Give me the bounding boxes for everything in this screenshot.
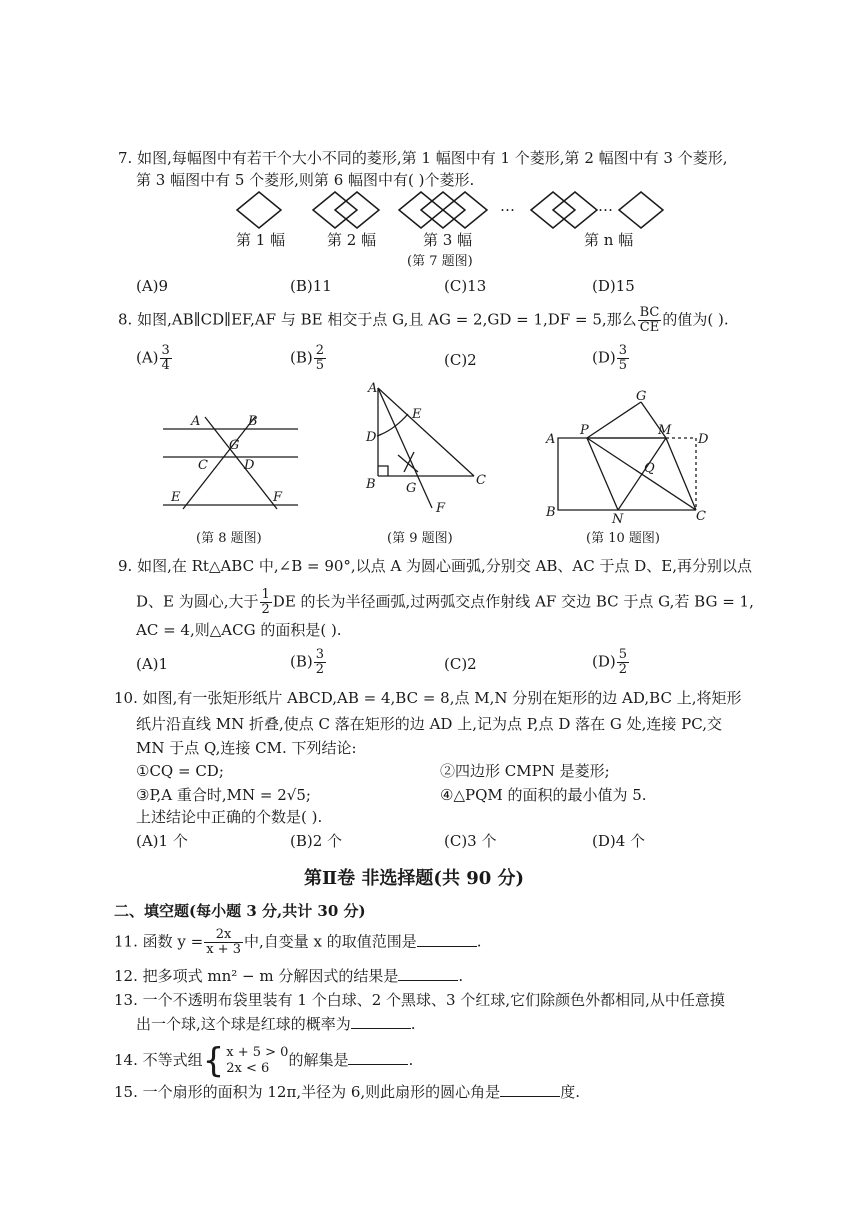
label-g: G (406, 481, 417, 496)
q10-figure-caption: (第 10 题图) (586, 531, 660, 546)
label-f: F (436, 501, 446, 516)
q14-answer-blank[interactable] (348, 1050, 408, 1065)
label-d: D (366, 430, 377, 445)
q9-figure (360, 378, 500, 518)
label-a: A (368, 381, 378, 396)
label-b: B (248, 414, 258, 429)
label-d: D (698, 432, 709, 447)
q10-line3: MN 于点 Q,连接 CM. 下列结论: (136, 739, 357, 757)
q8-figure-caption: (第 8 题图) (196, 531, 262, 546)
line-pg (587, 402, 641, 438)
q9-line3: AC = 4,则△ACG 的面积是( ). (136, 621, 342, 639)
arc-de (377, 414, 408, 436)
q9-figure-caption: (第 9 题图) (387, 531, 453, 546)
q7-option-b: (B)11 (290, 277, 332, 295)
q9-line1: 9. 如图,在 Rt△ABC 中,∠B = 90°,以点 A 为圆心画弧,分别交 AB、AC 于点 D、E,再分别以点 (118, 557, 753, 575)
part2-title: 二、填空题(每小题 3 分,共计 30 分) (114, 902, 366, 920)
q7-dots-1: … (500, 197, 515, 215)
label-c: C (198, 458, 208, 473)
section-title: 第Ⅱ卷 非选择题(共 90 分) (304, 868, 525, 889)
q9-option-b: (B) $\frac{3}{2}$ (290, 647, 325, 677)
q7-label-n: 第 n 幅 (584, 231, 634, 249)
label-q: Q (644, 461, 655, 476)
q10-line1: 10. 如图,有一张矩形纸片 ABCD,AB = 4,BC = 8,点 M,N 分别在矩形的边 AD,BC 上,将矩形 (114, 689, 742, 707)
q7-figure-caption: (第 7 题图) (407, 254, 473, 269)
q11: 11. 函数 y = $\frac{2x}{x + 3}$ 中,自变量 x 的取值范围是 . (114, 927, 482, 957)
label-e: E (412, 407, 422, 422)
q9-line2: D、E 为圆心,大于 $\frac{1}{2}$ DE 的长为半径画弧,过两弧交点作射线 AF 交边 BC 于点 G,若 BG = 1, (136, 587, 754, 617)
rhombus (619, 192, 663, 228)
ray-af (378, 388, 432, 508)
label-m: M (658, 423, 672, 438)
label-a: A (546, 432, 556, 447)
rhombus (237, 192, 281, 228)
q8-option-a: (A) $\frac{3}{4}$ (136, 343, 170, 373)
q7-line2: 第 3 幅图中有 5 个菱形,则第 6 幅图中有( )个菱形. (136, 171, 475, 189)
q7-option-a: (A)9 (136, 277, 169, 295)
q7-label-3: 第 3 幅 (423, 231, 473, 249)
line-af (205, 417, 277, 509)
q7-dots-2: … (598, 197, 613, 215)
label-b: B (546, 505, 556, 520)
q8-option-c: (C)2 (444, 351, 477, 369)
q10-conclusion-1: ①CQ = CD; (136, 762, 224, 780)
line-mc (666, 438, 696, 510)
q10-option-c: (C)3 个 (444, 832, 497, 850)
q15: 15. 一个扇形的面积为 12π,半径为 6,则此扇形的圆心角是 度. (114, 1083, 580, 1101)
q10-line5: 上述结论中正确的个数是( ). (136, 808, 323, 826)
q8-option-d: (D) $\frac{3}{5}$ (592, 343, 628, 373)
q12: 12. 把多项式 mn² − m 分解因式的结果是 . (114, 967, 464, 985)
q13-line2: 出一个球,这个球是红球的概率为 . (136, 1015, 416, 1033)
label-e: E (171, 490, 181, 505)
q10-option-b: (B)2 个 (290, 832, 343, 850)
q13-answer-blank[interactable] (351, 1014, 411, 1029)
label-n: N (612, 512, 624, 526)
q10-conclusion-3: ③P,A 重合时,MN = 2√5; (136, 786, 311, 804)
q10-figure (540, 390, 720, 526)
q7-label-1: 第 1 幅 (236, 231, 286, 249)
rect-left-bottom (558, 438, 696, 510)
q13-line1: 13. 一个不透明布袋里装有 1 个白球、2 个黑球、3 个红球,它们除颜色外都相同,从中任意摸 (114, 991, 725, 1009)
q10-option-a: (A)1 个 (136, 832, 188, 850)
q8-fraction: $\frac{BC}{CE}$ (639, 305, 660, 335)
right-angle-mark (378, 466, 388, 476)
q10-conclusion-4: ④△PQM 的面积的最小值为 5. (440, 786, 647, 804)
q9-option-d: (D) $\frac{5}{2}$ (592, 647, 628, 677)
label-f: F (273, 490, 283, 505)
label-c: C (476, 473, 486, 488)
q8-option-b: (B) $\frac{2}{5}$ (290, 343, 325, 373)
label-p: P (580, 423, 589, 438)
q11-answer-blank[interactable] (417, 932, 477, 947)
q8-stem: 8. 如图,AB∥CD∥EF,AF 与 BE 相交于点 G,且 AG = 2,GD = 1,DF = 5,那么 $\frac{BC}{CE}$ 的值为( ). (118, 305, 729, 335)
line-mn (618, 438, 666, 510)
label-d: D (244, 458, 255, 473)
q7-label-2: 第 2 幅 (327, 231, 377, 249)
label-c: C (696, 509, 706, 524)
label-b: B (366, 477, 376, 492)
q15-answer-blank[interactable] (500, 1082, 560, 1097)
q8-figure (155, 405, 305, 515)
label-g: G (636, 390, 647, 404)
q10-conclusion-2: ②四边形 CMPN 是菱形; (440, 762, 610, 780)
q9-option-a: (A)1 (136, 655, 169, 673)
q9-option-c: (C)2 (444, 655, 477, 673)
q10-line2: 纸片沿直线 MN 折叠,使点 C 落在矩形的边 AD 上,记为点 P,点 D 落在 G 处,连接 PC,交 (136, 715, 722, 733)
label-g: G (229, 438, 240, 453)
q7-line1: 7. 如图,每幅图中有若干个大小不同的菱形,第 1 幅图中有 1 个菱形,第 2 幅图中有 3 个菱形, (118, 149, 728, 167)
label-a: A (191, 414, 201, 429)
side-ac (378, 388, 474, 476)
q7-option-d: (D)15 (592, 277, 635, 295)
q14: 14. 不等式组{ x + 5 > 0 2x < 6 的解集是 . (114, 1041, 414, 1081)
q7-option-c: (C)13 (444, 277, 487, 295)
q10-option-d: (D)4 个 (592, 832, 646, 850)
q12-answer-blank[interactable] (398, 966, 458, 981)
